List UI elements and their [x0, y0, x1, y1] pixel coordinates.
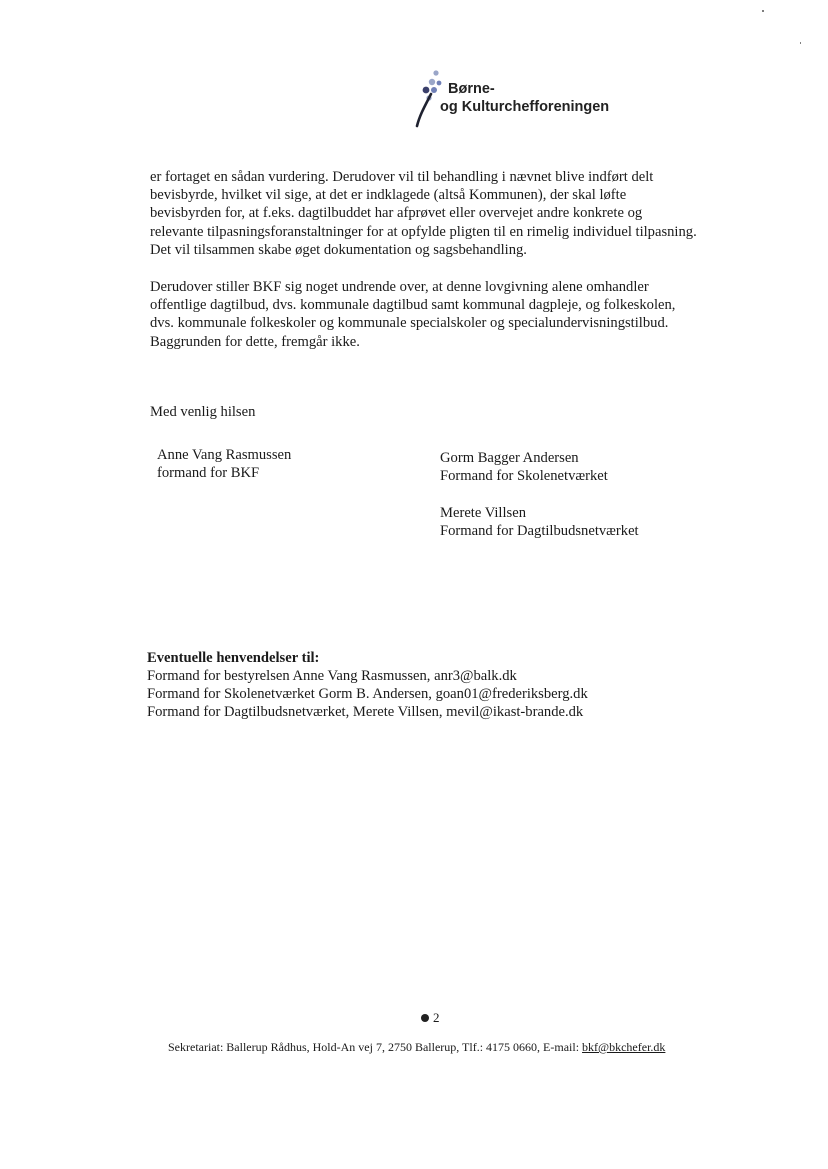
logo-line-2: og Kulturchefforeningen — [440, 99, 610, 115]
scan-speck — [800, 42, 801, 44]
paragraph-line: offentlige dagtilbud, dvs. kommunale dagtilbud samt kommunal dagpleje, og folkeskolen, — [150, 297, 676, 314]
page-number — [421, 1010, 440, 1026]
footer-email-link[interactable]: bkf@bkchefer.dk — [582, 1040, 666, 1054]
paragraph-line: Det vil tilsammen skabe øget dokumentation og sagsbehandling. — [150, 241, 527, 258]
paragraph-line: Baggrunden for dette, fremgår ikke. — [150, 333, 360, 350]
scan-speck — [762, 10, 764, 12]
signature-block-daycare-network — [440, 504, 639, 540]
footer-secretariat — [168, 1040, 665, 1055]
contact-line: Formand for Skolenetværket Gorm B. Andersen, goan01@frederiksberg.dk — [147, 686, 588, 702]
signature-block-chair — [157, 446, 291, 482]
signatory-title: formand for BKF — [157, 465, 260, 481]
contact-line: Formand for Dagtilbudsnetværket, Merete Villsen, mevil@ikast-brande.dk — [147, 704, 584, 720]
paragraph-line: bevisbyrde, hvilket vil sige, at det er indklagede (altså Kommunen), der skal løfte — [150, 187, 627, 204]
signatory-name: Merete Villsen — [440, 505, 526, 521]
paragraph-line: er fortaget en sådan vurdering. Derudover vil til behandling i nævnet blive indført delt — [150, 169, 654, 185]
organization-logo — [410, 68, 670, 138]
paragraph-line: Derudover stiller BKF sig noget undrende over, at denne lovgivning alene omhandler — [150, 279, 649, 295]
paragraph-line: bevisbyrden for, at f.eks. dagtilbuddet har afprøvet eller overvejet andre konkrete og — [150, 205, 643, 222]
logo-wordmark — [440, 80, 609, 116]
contact-heading: Eventuelle henvendelser til: — [147, 650, 320, 666]
body-paragraph-1 — [150, 168, 725, 259]
bullet-icon — [421, 1014, 429, 1022]
logo-line-1: Børne- — [448, 81, 495, 97]
signatory-name: Anne Vang Rasmussen — [157, 447, 292, 463]
paragraph-line: dvs. kommunale folkeskoler og kommunale specialskoler og specialundervisningstilbud. — [150, 315, 669, 332]
contact-line: Formand for bestyrelsen Anne Vang Rasmussen, anr3@balk.dk — [147, 668, 517, 684]
body-paragraph-2 — [150, 278, 725, 351]
footer-text: Sekretariat: Ballerup Rådhus, Hold-An vej 7, 2750 Ballerup, Tlf.: 4175 0660, E-mail: — [168, 1040, 583, 1054]
contact-section — [147, 649, 588, 721]
signatory-title: Formand for Skolenetværket — [440, 468, 608, 484]
closing-greeting: Med venlig hilsen — [150, 404, 256, 420]
signatory-name: Gorm Bagger Andersen — [440, 450, 579, 466]
paragraph-line: relevante tilpasningsforanstaltninger for at opfylde pligten til en rimelig individuel tilpasning. — [150, 223, 697, 240]
signatory-title: Formand for Dagtilbudsnetværket — [440, 523, 639, 539]
page-number-value: 2 — [433, 1010, 440, 1025]
signature-block-school-network — [440, 449, 608, 485]
